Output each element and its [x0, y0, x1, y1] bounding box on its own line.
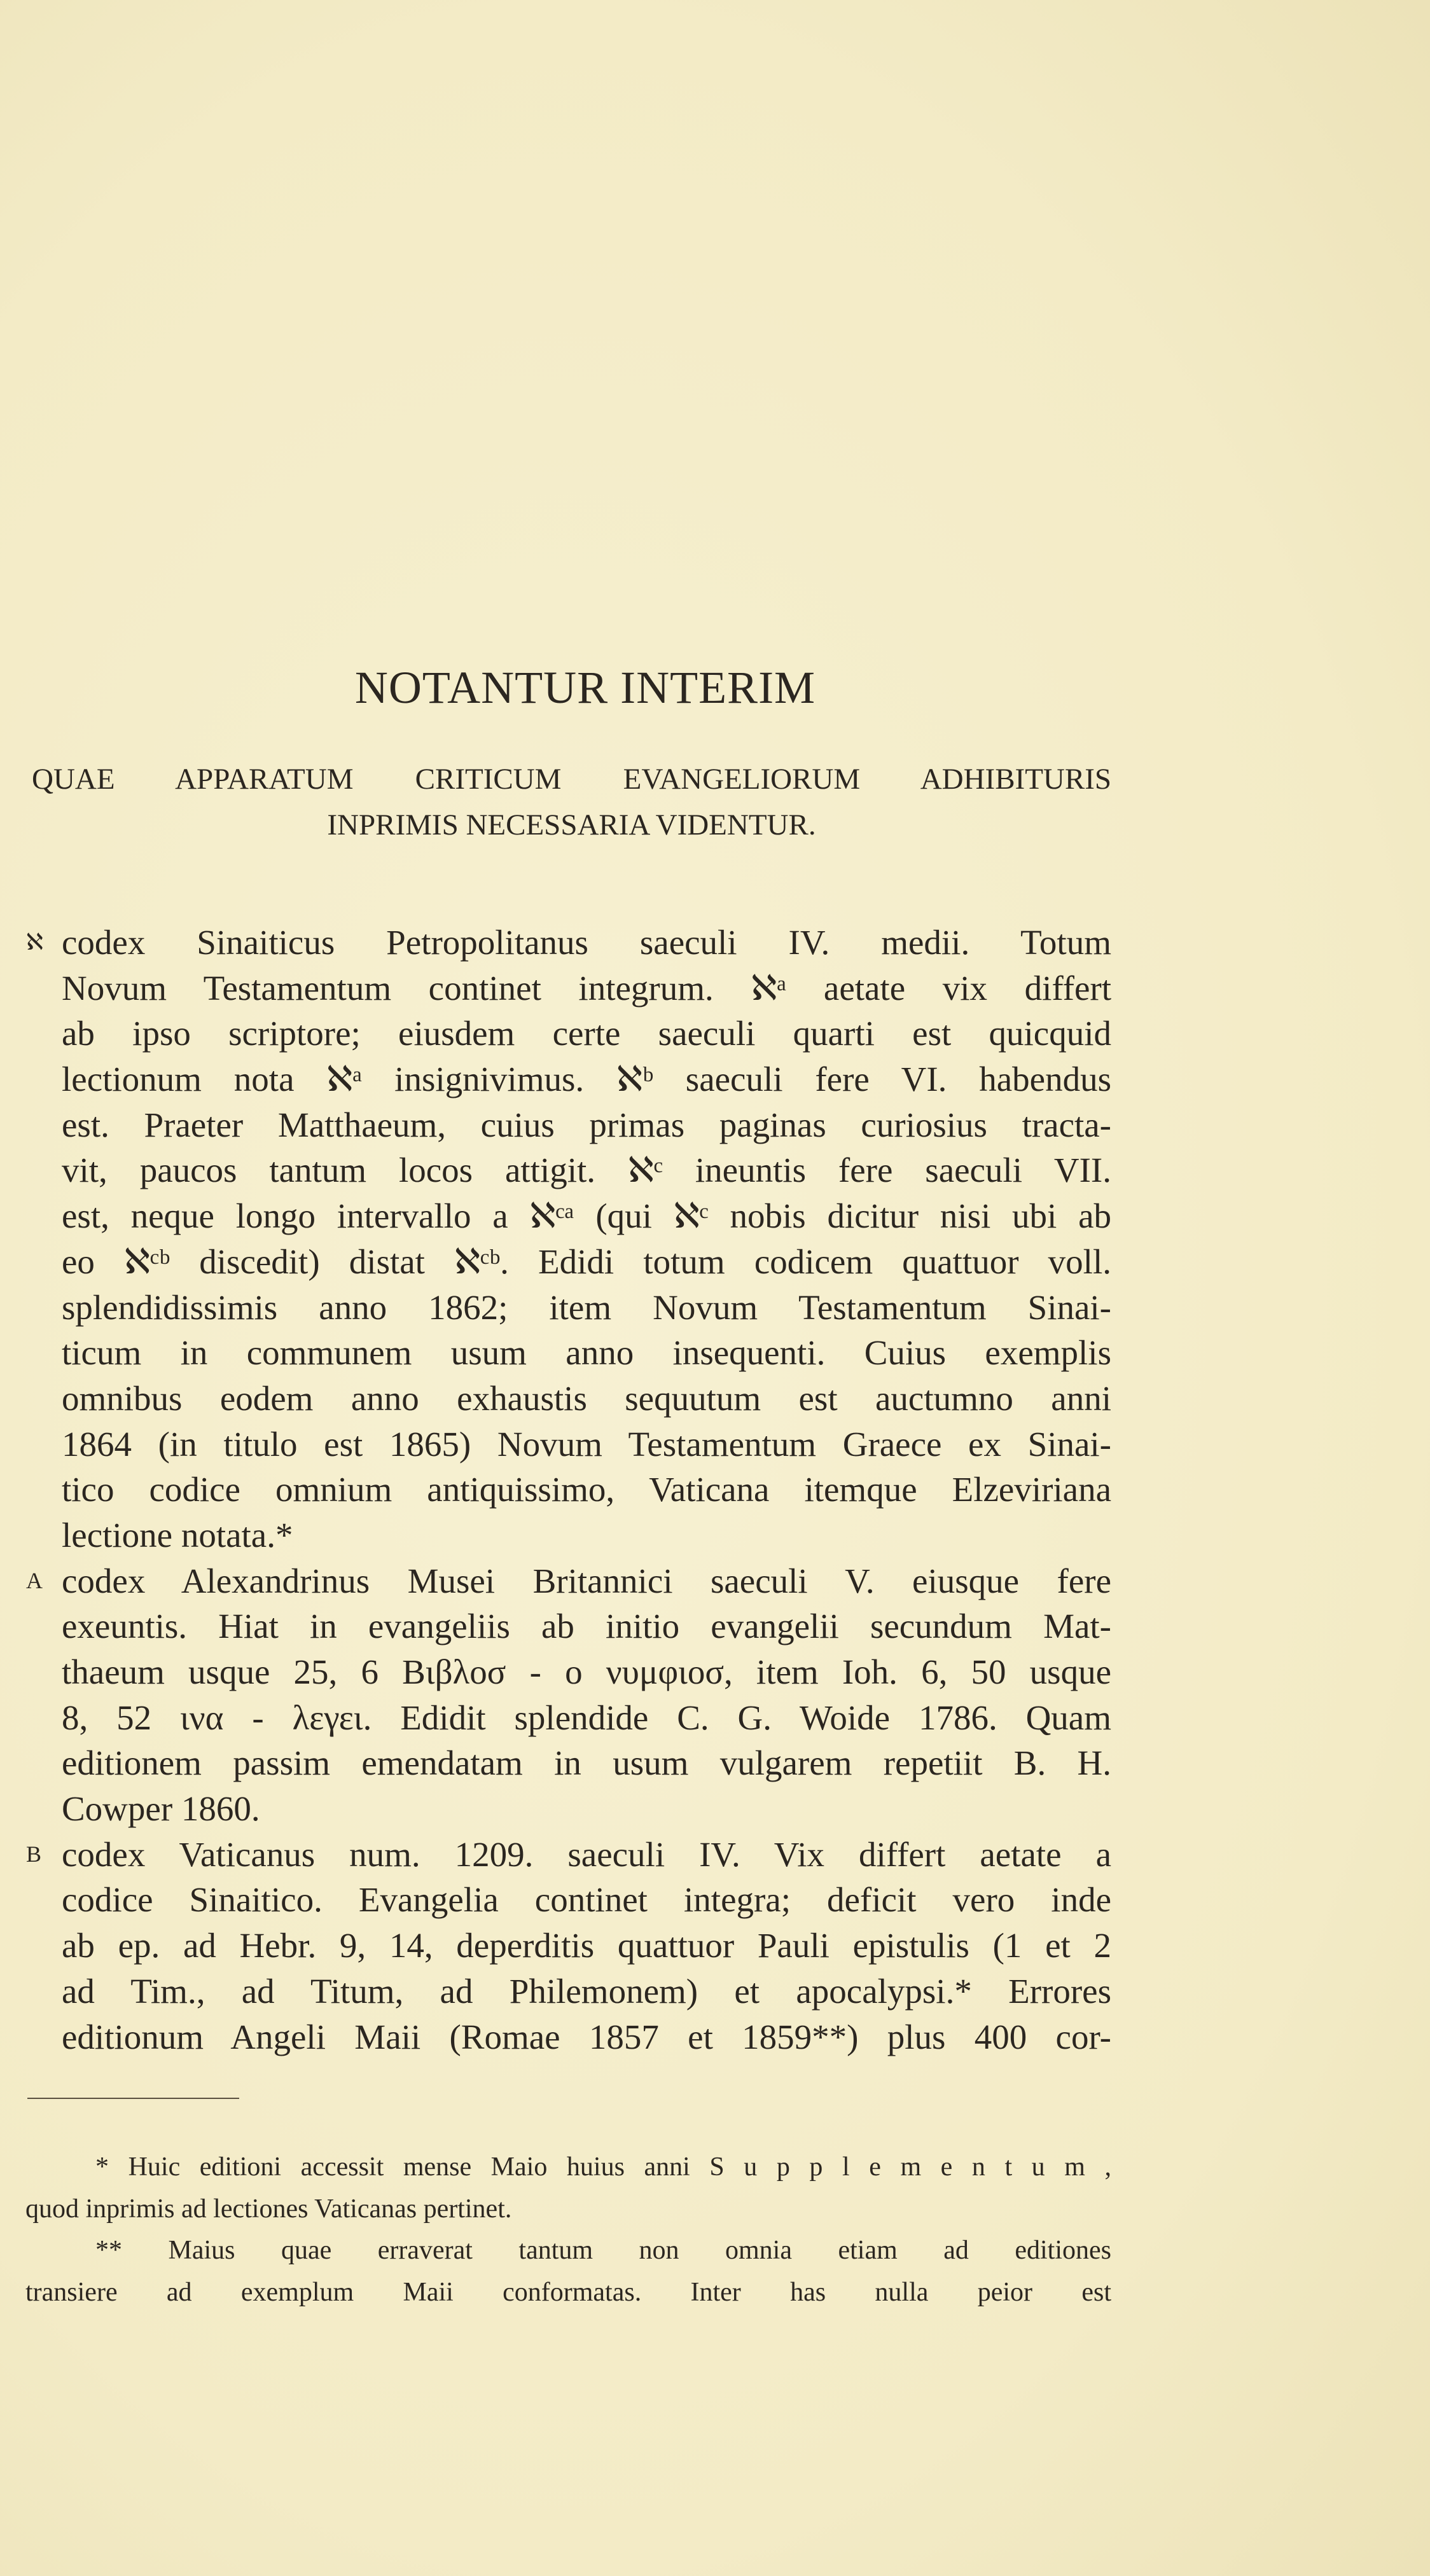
line-text: ticum in communem usum anno insequenti. Cuius exemplis	[62, 1333, 1111, 1373]
codex-siglum: ℵ	[26, 929, 43, 955]
line-text: 1864 (in titulo est 1865) Novum Testamentum Graece ex Sinai-	[62, 1424, 1111, 1464]
text-line	[62, 1193, 1111, 1239]
line-text: vit, paucos tantum locos attigit. ℵᶜ ineuntis fere saeculi VII.	[62, 1151, 1111, 1190]
line-text: codex Sinaiticus Petropolitanus saeculi IV. medii. Totum	[62, 923, 1111, 962]
text-line	[62, 1102, 1111, 1148]
text-line	[62, 1011, 1111, 1056]
footnote-rule	[27, 2098, 239, 2099]
line-text: thaeum usque 25, 6 Βιβλοσ - ο νυμφιοσ, item Ioh. 6, 50 usque	[62, 1652, 1111, 1691]
line-text: Novum Testamentum continet integrum. ℵᵃ aetate vix differt	[62, 968, 1111, 1008]
text-line	[62, 1147, 1111, 1193]
text-line	[62, 2014, 1111, 2060]
text-line	[62, 1603, 1111, 1649]
line-text: eo ℵᶜᵇ discedit) distat ℵᶜᵇ. Edidi totum codicem quattuor voll.	[62, 1242, 1111, 1281]
line-text: est. Praeter Matthaeum, cuius primas paginas curiosius tracta-	[62, 1105, 1111, 1144]
footnote-line: quod inprimis ad lectiones Vaticanas pertinet.	[25, 2194, 512, 2224]
line-text: 8, 52 ινα - λεγει. Edidit splendide C. G. Woide 1786. Quam	[62, 1698, 1111, 1737]
line-text: omnibus eodem anno exhaustis sequutum est auctumno anni	[62, 1378, 1111, 1418]
codex-siglum: A	[26, 1567, 43, 1593]
text-line	[62, 1467, 1111, 1513]
line-text: ab ipso scriptore; eiusdem certe saeculi quarti est quicquid	[62, 1014, 1111, 1053]
text-line	[62, 1285, 1111, 1331]
line-text: codice Sinaitico. Evangelia continet integra; deficit vero inde	[62, 1880, 1111, 1920]
body-text	[26, 920, 1111, 2060]
text-line	[62, 1695, 1111, 1741]
footnotes	[25, 2147, 1111, 2313]
text-line	[62, 1513, 1111, 1558]
line-text: est, neque longo intervallo a ℵᶜᵃ (qui ℵᶜ nobis dicitur nisi ubi ab	[62, 1196, 1111, 1236]
text-line	[62, 1649, 1111, 1695]
text-line	[62, 1422, 1111, 1467]
line-text: codex Alexandrinus Musei Britannici saeculi V. eiusque fere	[62, 1561, 1111, 1600]
subtitle-line-1: QUAE APPARATUM CRITICUM EVANGELIORUM ADHIBITURIS	[32, 763, 1111, 796]
text-line	[62, 1923, 1111, 1969]
line-text: Cowper 1860.	[62, 1789, 260, 1829]
text-line	[26, 1558, 1111, 1604]
line-text: ab ep. ad Hebr. 9, 14, deperditis quattuor Pauli epistulis (1 et 2	[62, 1926, 1111, 1965]
text-line	[62, 1330, 1111, 1376]
text-line	[62, 1056, 1111, 1102]
footnote-line: ** Maius quae erraverat tantum non omnia etiam ad editiones	[95, 2236, 1111, 2265]
footnote-line: * Huic editioni accessit mense Maio huius anni S u p p l e m e n t u m ,	[95, 2152, 1111, 2182]
line-text: codex Vaticanus num. 1209. saeculi IV. Vix differt aetate a	[62, 1834, 1111, 1874]
text-line	[62, 1239, 1111, 1285]
text-line	[62, 1969, 1111, 2014]
line-text: ad Tim., ad Titum, ad Philemonem) et apocalypsi.* Errores	[62, 1971, 1111, 2011]
line-text: tico codice omnium antiquissimo, Vaticana itemque Elzeviriana	[62, 1470, 1111, 1509]
text-line	[62, 1877, 1111, 1923]
line-text: editionum Angeli Maii (Romae 1857 et 1859**) plus 400 cor-	[62, 2017, 1111, 2056]
line-text: editionem passim emendatam in usum vulgarem repetiit B. H.	[62, 1743, 1111, 1783]
line-text: exeuntis. Hiat in evangeliis ab initio evangelii secundum Mat-	[62, 1607, 1111, 1646]
text-line	[62, 1376, 1111, 1422]
page-title: NOTANTUR INTERIM	[354, 662, 816, 713]
text-line	[62, 1786, 1111, 1832]
codex-siglum: B	[26, 1841, 42, 1867]
line-text: lectionum nota ℵᵃ insignivimus. ℵᵇ saeculi fere VI. habendus	[62, 1060, 1111, 1099]
text-line	[62, 966, 1111, 1011]
subtitle-line-2: INPRIMIS NECESSARIA VIDENTUR.	[327, 808, 816, 841]
footnote-line: transiere ad exemplum Maii conformatas. Inter has nulla peior est	[25, 2277, 1111, 2307]
text-line	[62, 1740, 1111, 1786]
line-text: splendidissimis anno 1862; item Novum Testamentum Sinai-	[62, 1287, 1111, 1327]
text-line	[26, 1832, 1111, 1878]
line-text: lectione notata.*	[62, 1515, 293, 1555]
text-line	[26, 920, 1111, 966]
